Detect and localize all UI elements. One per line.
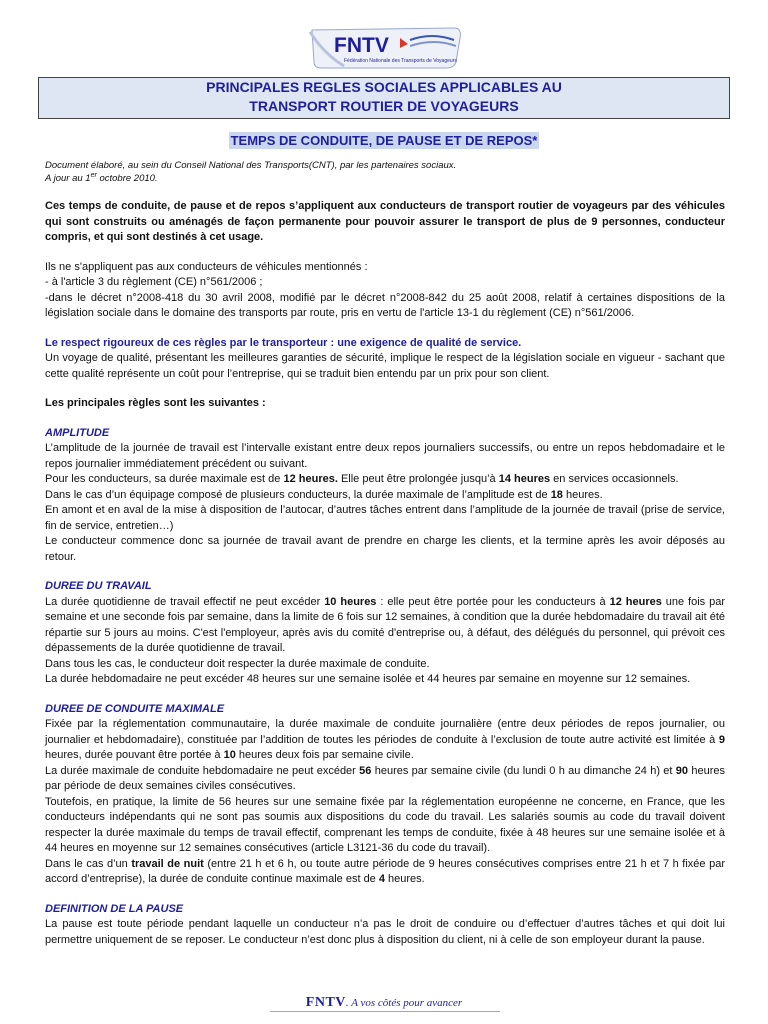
conduite-max-p2-e: heures par période de deux semaines civiles consécutives. [45,764,725,792]
fntv-logo [304,24,464,70]
doc-note-line-1: Document élaboré, au sein du Conseil National des Transports(CNT), par les partenaires sociaux. [45,160,457,171]
conduite-max-p2-a: La durée maximale de conduite hebdomadaire ne peut excéder [45,764,360,777]
exemptions-item-2: -dans le décret n°2008-418 du 30 avril 2008, modifié par le décret n°2008-842 du 25 août 2008, relatif à certaines dispositions de la législation sociale dans le domaine des transports par route, pris en vertu de l'article 13-1 du règlement (CE) n°561/2006. [45,291,725,319]
title-line-1: PRINCIPALES REGLES SOCIALES APPLICABLES AU [206,79,562,95]
footer-slogan: . A vos côtés pour avancer [345,997,463,1009]
exemptions-lead: Ils ne s'appliquent pas aux conducteurs de véhicules mentionnés : [45,260,368,273]
document-body [45,160,725,948]
duree-travail-heading: DUREE DU TRAVAIL [45,580,152,592]
doc-note-date-suffix: octobre 2010. [96,172,158,184]
quality-heading: Le respect rigoureux de ces règles par le transporteur : une exigence de qualité de service. [45,336,522,349]
amplitude-p2-a: Pour les conducteurs, sa durée maximale est de [45,473,284,485]
duree-travail-p1-d: 12 heures [609,595,662,608]
conduite-max-p4-b: travail de nuit [131,857,204,870]
duree-travail-p2: Dans tous les cas, le conducteur doit respecter la durée maximale de conduite. [45,657,430,670]
conduite-max-p1-a: Fixée par la réglementation communautaire, la durée maximale de conduite journalière (entre deux périodes de repos journalier, ou journalier et hebdomadaire), constituée par l’addition de toutes les périodes de conduite à l’exclusion de toute autre activité est limitée à [45,718,725,746]
conduite-max-p2-d: 90 [675,764,689,777]
intro-text: Ces temps de conduite, de pause et de repos s’appliquent aux conducteurs de transport routier de voyageurs par des véhicules qui sont construits ou aménagés de façon permanente pour pouvoir assurer le transport de plus de 9 personnes, conducteur compris, et qui sont destinés à cet usage. [45,200,725,243]
amplitude-p5: Le conducteur commence donc sa journée de travail avant de prendre en charge les clients, et la termine après les avoir déposés au retour. [45,535,725,563]
document-title-box [38,77,730,119]
amplitude-p3 [45,488,725,504]
footer-brand: FNTV [305,995,346,1010]
duree-travail-p1-a: La durée quotidienne de travail effectif ne peut excéder [45,595,325,608]
conduite-max-p2-b: 56 [359,764,372,777]
rules-intro [45,396,725,412]
conduite-max-p4 [45,857,725,888]
amplitude-p4: En amont et en aval de la mise à disposition de l’autocar, d’autres tâches entrent dans l’amplitude de la journée de travail (prise de service, fin de service, entretien…) [45,504,725,532]
duree-travail-p1-e: une fois par semaine et une seconde fois par semaine, dans la limite de 6 fois sur 12 semaines, à condition que la durée hebdomadaire du travail ait été répartie sur 5 jours au moins. C'est l'employeur, après avis du comité d'entreprise ou, à défaut, des délégués du personnel, qui prévoit ces dépassements de la durée quotidienne de travail. [45,595,726,654]
logo-text: FNTV [334,34,389,57]
conduite-max-heading: DUREE DE CONDUITE MAXIMALE [45,702,225,715]
amplitude-p2-c: Elle peut être prolongée jusqu’à [337,473,499,485]
conduite-max-p1-c: heures, durée pouvant être portée à [45,749,224,761]
document-subtitle [0,132,768,150]
conduite-max-p1 [45,717,725,764]
amplitude-p1: L’amplitude de la journée de travail est l’intervalle existant entre deux repos journaliers successifs, ou entre un repos hebdomadaire et le repos journalier immédiatement précédent ou suivant. [45,442,725,470]
amplitude-heading: AMPLITUDE [45,426,110,439]
conduite-max-p1-d: 10 [223,749,236,761]
conduite-max-p4-c: (entre 21 h et 6 h, ou toute autre période de 9 heures consécutives comprises entre 21 h et 7 h fixée par accord d’entreprise), la durée de conduite continue maximale est de [45,857,725,885]
amplitude-p3-c: heures. [562,488,603,501]
amplitude-p3-b: 18 [550,488,563,501]
conduite-max-p3: Toutefois, en pratique, la limite de 56 heures sur une semaine fixée par la réglementation européenne ne concerne, en France, que les conducteurs indépendants qui ne sont pas soumis aux dispositions du code du travail. Les salariés soumis au code du travail doivent respecter la durée maximale du temps de travail effectif, comprenant les temps de conduite, fixée à 48 heures sur une semaine isolée et à 44 heures en moyenne sur 12 semaines consécutives (article L3121-36 du code du travail). [45,795,725,854]
conduite-max-p2-c: heures par semaine civile (du lundi 0 h au dimanche 24 h) et [371,764,676,777]
duree-travail-p1 [45,595,725,657]
fntv-logo-graphic [304,24,464,70]
doc-note-date-prefix: A jour au 1 [45,172,91,184]
title-line-2: TRANSPORT ROUTIER DE VOYAGEURS [249,98,519,114]
conduite-max-p4-d: 4 [378,873,385,885]
page-footer [0,993,768,1011]
subtitle-text: TEMPS DE CONDUITE, DE PAUSE ET DE REPOS* [230,133,538,148]
amplitude-p2-d: 14 heures [498,473,551,485]
duree-travail-p3: La durée hebdomadaire ne peut excéder 48 heures sur une semaine isolée et 44 heures par semaine en moyenne sur 12 semaines. [45,673,691,685]
intro-paragraph [45,199,725,246]
conduite-max-p1-b: 9 [718,733,725,746]
quality-text: Un voyage de qualité, présentant les meilleures garanties de sécurité, implique le respect de la législation sociale en vigueur - sachant que cette qualité représente un coût pour l’entreprise, qui se traduit bien entendu par un prix pour son client. [45,352,725,380]
amplitude-p2-e: en services occasionnels. [550,473,679,485]
footer-divider [270,1011,500,1012]
conduite-max-p4-a: Dans le cas d’un [45,857,132,870]
amplitude-p2 [45,472,725,488]
exemptions-item-1: - à l'article 3 du règlement (CE) n°561/2006 ; [45,276,263,288]
logo-subtext: Fédération Nationale des Transports de Voyageurs [344,58,457,64]
rules-intro-text: Les principales règles sont les suivantes : [45,397,266,409]
conduite-max-p2 [45,764,725,795]
pause-p1: La pause est toute période pendant laquelle un conducteur n’a pas le droit de conduire ou d’effectuer d’autres tâches et qui doit lui permettre uniquement de se reposer. Le conducteur n’est donc plus à disposition du client, ni à celle de son employeur durant la pause. [45,918,725,946]
pause-heading: DEFINITION DE LA PAUSE [45,902,184,915]
duree-travail-p1-b: 10 heures [324,595,377,608]
doc-note-date-sup: er [90,171,97,179]
conduite-max-p4-e: heures. [384,873,425,885]
amplitude-p2-b: 12 heures. [283,473,338,485]
amplitude-p3-a: Dans le cas d’un équipage composé de plusieurs conducteurs, la durée maximale de l’amplitude est de [45,488,551,501]
duree-travail-p1-c: : elle peut être portée pour les conducteurs à [376,595,610,608]
conduite-max-p1-e: heures deux fois par semaine civile. [235,749,414,761]
doc-note-line-2 [45,173,725,186]
